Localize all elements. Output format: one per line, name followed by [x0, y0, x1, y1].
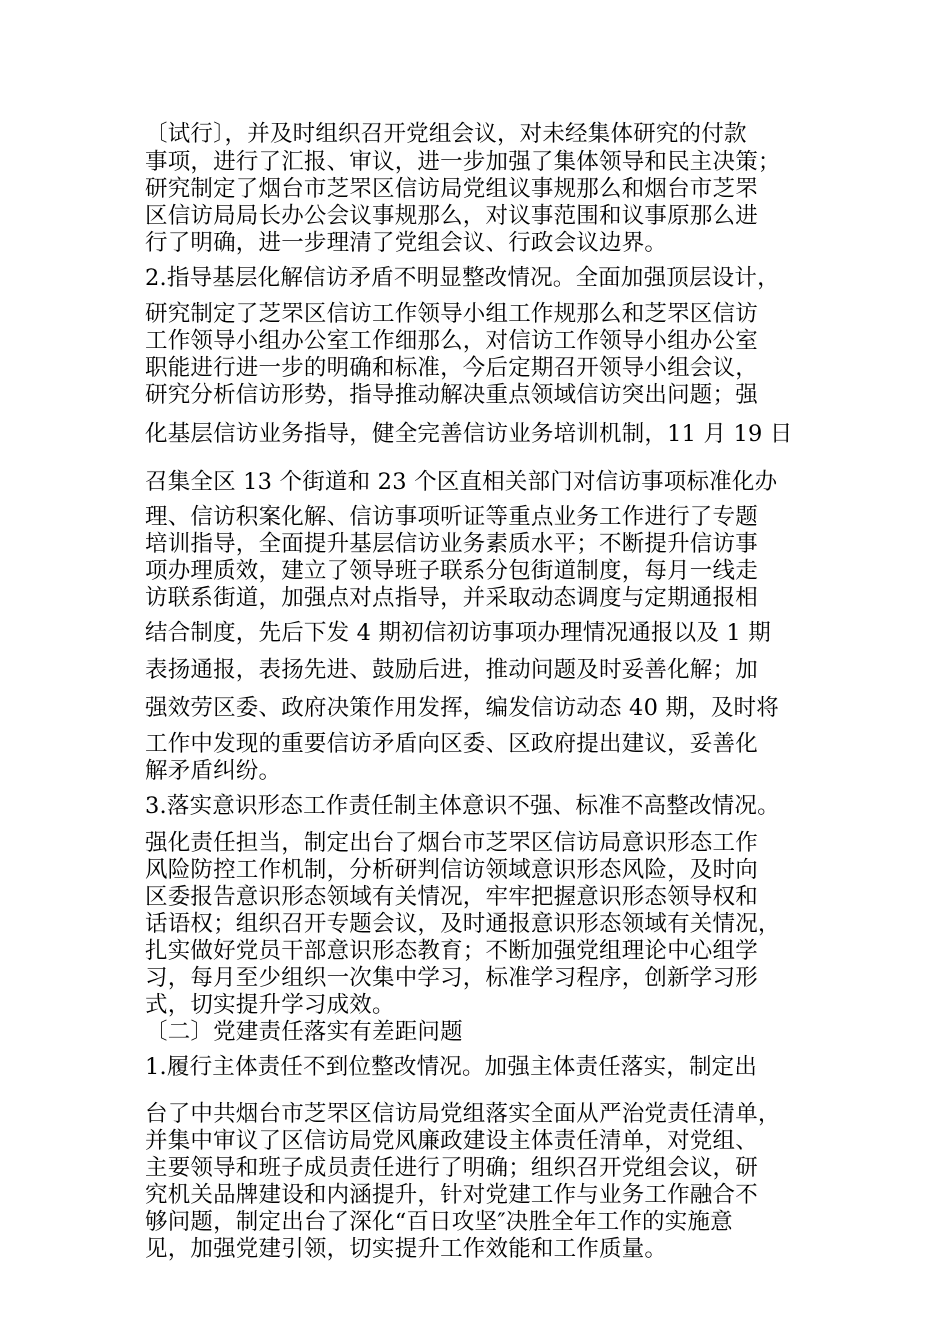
text-line: 够问题，制定出台了深化“百日攻坚″决胜全年工作的实施意	[145, 1209, 733, 1235]
text-line: 区信访局局长办公会议事规那么，对议事范围和议事原那么进	[145, 203, 758, 229]
text-line: 解矛盾纠纷。	[145, 758, 282, 784]
text-line: 事项，进行了汇报、审议，进一步加强了集体领导和民主决策；	[145, 149, 781, 175]
text-line: 研究分析信访形势，指导推动解决重点领域信访突出问题；强	[145, 382, 758, 408]
text-line: 见，加强党建引领，切实提升工作效能和工作质量。	[145, 1236, 668, 1262]
text-line: 式，切实提升学习成效。	[145, 992, 395, 1018]
text-line: 表扬通报，表扬先进、鼓励后进，推动问题及时妥善化解；加	[145, 657, 758, 683]
text-line: 理、信访积案化解、信访事项听证等重点业务工作进行了专题	[145, 504, 758, 530]
text-line: 培训指导，全面提升基层信访业务素质水平；不断提升信访事	[145, 531, 758, 557]
section-heading: 〔二〕党建责任落实有差距问题	[145, 1019, 463, 1045]
text-line: 风险防控工作机制，分析研判信访领域意识形态风险，及时向	[145, 857, 758, 883]
text-line: 并集中审议了区信访局党风廉政建设主体责任清单，对党组、	[145, 1128, 758, 1154]
text-line: 研究制定了烟台市芝罘区信访局党组议事规那么和烟台市芝罘	[145, 176, 758, 202]
text-line: 2.指导基层化解信访矛盾不明显整改情况。全面加强顶层设计，	[145, 265, 780, 291]
text-line: 究机关品牌建设和内涵提升，针对党建工作与业务工作融合不	[145, 1182, 758, 1208]
text-line: 台了中共烟台市芝罘区信访局党组落实全面从严治党责任清单，	[145, 1101, 781, 1127]
text-line: 强效劳区委、政府决策作用发挥，编发信访动态 40 期，及时将	[145, 695, 779, 721]
text-line: 1.履行主体责任不到位整改情况。加强主体责任落实，制定出	[145, 1054, 758, 1080]
text-line: 扎实做好党员干部意识形态教育；不断加强党组理论中心组学	[145, 938, 758, 964]
text-line: 研究制定了芝罘区信访工作领导小组工作规那么和芝罘区信访	[145, 301, 758, 327]
text-line: 召集全区 13 个街道和 23 个区直相关部门对信访事项标准化办	[145, 469, 778, 495]
text-line: 行了明确，进一步理清了党组会议、行政会议边界。	[145, 230, 668, 256]
text-line: 工作中发现的重要信访矛盾向区委、区政府提出建议，妥善化	[145, 731, 758, 757]
text-line: 主要领导和班子成员责任进行了明确；组织召开党组会议，研	[145, 1155, 758, 1181]
text-line: 3.落实意识形态工作责任制主体意识不强、标准不高整改情况。	[145, 793, 780, 819]
text-line: 话语权；组织召开专题会议，及时通报意识形态领域有关情况，	[145, 911, 781, 937]
text-line: 习，每月至少组织一次集中学习，标准学习程序，创新学习形	[145, 965, 758, 991]
text-line: 工作领导小组办公室工作细那么，对信访工作领导小组办公室	[145, 328, 758, 354]
text-line: 项办理质效，建立了领导班子联系分包街道制度，每月一线走	[145, 558, 758, 584]
text-line: 访联系街道，加强点对点指导，并采取动态调度与定期通报相	[145, 585, 758, 611]
text-line: 〔试行〕，并及时组织召开党组会议，对未经集体研究的付款	[145, 121, 747, 147]
text-line: 强化责任担当，制定出台了烟台市芝罘区信访局意识形态工作	[145, 830, 758, 856]
text-line: 职能进行进一步的明确和标准，今后定期召开领导小组会议，	[145, 355, 758, 381]
text-line: 化基层信访业务指导，健全完善信访业务培训机制，11 月 19 日	[145, 421, 793, 447]
text-line: 结合制度，先后下发 4 期初信初访事项办理情况通报以及 1 期	[145, 620, 771, 646]
text-line: 区委报告意识形态领域有关情况，牢牢把握意识形态领导权和	[145, 884, 758, 910]
